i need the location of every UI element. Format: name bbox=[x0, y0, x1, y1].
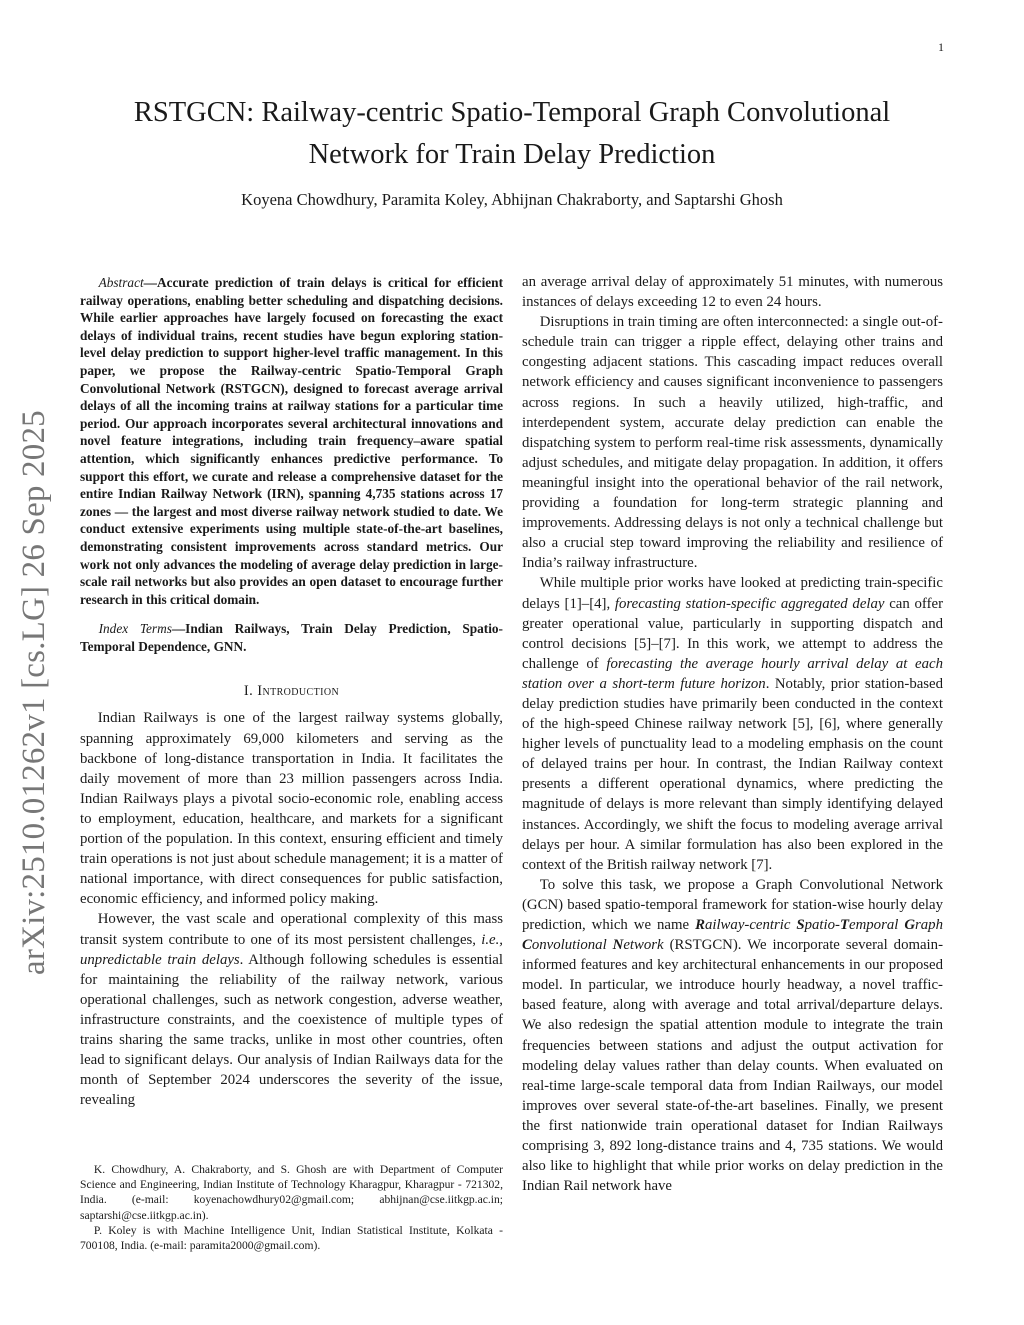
acronym-letter: R bbox=[695, 917, 705, 933]
acronym-letter: S bbox=[796, 917, 805, 933]
section-number: I. bbox=[243, 683, 254, 700]
intro-paragraph-4 bbox=[522, 573, 943, 874]
text-run: To solve this task, we propose a Graph Convolutional Network (GCN) based spatio-temporal framework for station-wise hourly delay prediction, which we name bbox=[522, 876, 943, 933]
acronym-letter: C bbox=[522, 937, 532, 954]
text-run: raph bbox=[915, 917, 943, 933]
text-run: . Although following schedules is essential for maintaining the reliability of the railway network, various operational challenges, such as network congestion, adverse weather, infrastructure constraints, and the coexistence of multiple types of trains sharing the same tracks, unlike in most other countries, often lead to significant delays. Our analysis of Indian Railways data for the month of September 2024 underscores the severity of the issue, revealing bbox=[80, 951, 503, 1109]
abstract-text: —Accurate prediction of train delays is critical for efficient railway operations, enabling better scheduling and dispatching decisions. While earlier approaches have largely focused on forecasting the exact delays of individual trains, recent studies have begun exploring station-level delay prediction to support higher-level traffic management. In this paper, we propose the Railway-centric Spatio-Temporal Graph Convolutional Network (RSTGCN), designed to forecast average arrival delays of all the incoming trains at railway stations for a particular time period. Our approach incorporates several architectural innovations and novel feature integrations, including train frequency–aware spatial attention, which significantly enhances predictive performance. To support this effort, we curate and release a comprehensive dataset for the entire Indian Railway Network (IRN), spanning 4,735 stations across 17 zones — the largest and most diverse railway network studied to date. We conduct extensive experiments using multiple state-of-the-art baselines, demonstrating consistent improvements across standard metrics. Our work not only advances the modeling of average delay prediction in large-scale rail networks but also provides an open dataset to encourage further research in this critical domain. bbox=[80, 275, 503, 607]
paper-title bbox=[80, 92, 944, 176]
section-title: Introduction bbox=[257, 683, 340, 700]
text-run: can offer greater operational value, particularly in supporting dispatch and control decisions [5]–[7]. In this work, we attempt to address the challenge of bbox=[522, 595, 943, 672]
abstract-label: Abstract bbox=[98, 275, 144, 290]
title-line-1: RSTGCN: Railway-centric Spatio-Temporal Graph Convolutional bbox=[133, 97, 891, 128]
intro-paragraph-2-continued: an average arrival delay of approximately 51 minutes, with numerous instances of delays exceeding 12 to even 24 hours. bbox=[522, 274, 943, 311]
text-run: (RSTGCN). We incorporate several domain-informed features and key architectural enhancements in our proposed model. In particular, we introduce hourly headway, a novel traffic-based feature, along with average and total arrival/departure delays. We also redesign the spatial attention module to integrate the train frequencies between stations and adjust the output activation for modeling delay values rather than delay counts. When evaluated on real-time large-scale temporal data from Indian Railways, our model improves over several state-of-the-art baselines. Finally, we present the first nationwide train operational dataset for Indian Railways comprising 3, 892 long-distance trains and 4, 735 stations. We would also like to highlight that while prior works on delay prediction in the Indian Rail network have bbox=[522, 937, 943, 1195]
acronym-letter: N bbox=[612, 937, 624, 954]
intro-paragraph-3: Disruptions in train timing are often interconnected: a single out-of-schedule train can trigger a ripple effect, delaying other trains and congesting adjacent stations. This cascading impact reduces overall network efficiency and causes significant inconvenience to passengers across regions. In such a heavily utilized, high-traffic, and interdependent system, accurate delay prediction can enable the dispatching system to perform real-time risk assessments, dynamically adjust schedules, and mitigate delay propagation. In addition, it offers meaningful insight into the operational behavior of the rail network, providing a foundation for long-term strategic planning and improvements. Addressing delays is not only a technical challenge but also a crucial step toward improving the reliability and resilience of India’s railway infrastructure. bbox=[522, 314, 943, 572]
text-run: etwork bbox=[623, 937, 664, 954]
text-run: patio- bbox=[804, 917, 840, 933]
arxiv-identifier: arXiv:2510.01262v1 [cs.LG] 26 Sep 2025 bbox=[16, 410, 52, 975]
intro-paragraph-1: Indian Railways is one of the largest railway systems globally, spanning approximately 69,000 kilometers and serving as the backbone of long-distance transportation in India. It facilitates the daily movement of more than 23 million passengers across India. Indian Railways plays a pivotal socio-economic role, enabling access to employment, education, healthcare, and markets for a significant portion of the population. In this context, ensuring efficient and timely train operations is not just about schedule management; it is a matter of national importance, with direct consequences for public satisfaction, economic efficiency, and informed policy making. bbox=[80, 710, 503, 908]
emphasis-run: forecasting the average hourly arrival delay at each station over a short-term future horizon bbox=[522, 655, 943, 692]
title-line-2: Network for Train Delay Prediction bbox=[308, 139, 716, 170]
footnote-2: P. Koley is with Machine Intelligence Unit, Indian Statistical Institute, Kolkata - 700108, India. (e-mail: paramita2000@gmail.com). bbox=[80, 1223, 503, 1253]
text-run: emporal bbox=[849, 917, 905, 933]
text-run: onvolutional bbox=[531, 937, 613, 954]
section-heading-introduction bbox=[80, 683, 503, 700]
intro-paragraph-5 bbox=[522, 875, 943, 1197]
text-run: However, the vast scale and operational complexity of this mass transit system contribute to one of its most persistent challenges, bbox=[80, 911, 503, 948]
index-terms-label: Index Terms bbox=[98, 621, 172, 637]
abstract bbox=[80, 274, 503, 608]
right-column bbox=[522, 272, 943, 1196]
left-column bbox=[80, 274, 503, 1110]
acronym-letter: G bbox=[904, 917, 916, 933]
intro-paragraph-2 bbox=[80, 909, 503, 1110]
text-run: . Notably, prior station-based delay prediction studies have primarily been conducted in the context of the high-speed Chinese railway network [5], [6], where generally higher levels of punctuality lead to a modeling emphasis on the count of delayed trains per hour. In contrast, the Indian Railway context presents a different operational dynamics, where predicting the magnitude of delays is more relevant than simply identifying delayed instances. Accordingly, we shift the focus to modeling average arrival delays per hour. A similar formulation has also been explored in the context of the British railway network [7]. bbox=[522, 675, 944, 873]
author-list: Koyena Chowdhury, Paramita Koley, Abhijnan Chakraborty, and Saptarshi Ghosh bbox=[241, 190, 783, 209]
index-terms-text: —Indian Railways, Train Delay Prediction, Spatio-Temporal Dependence, GNN. bbox=[80, 621, 503, 654]
text-run: ailway-centric bbox=[704, 917, 797, 933]
page-number: 1 bbox=[938, 40, 944, 54]
footnote-1: K. Chowdhury, A. Chakraborty, and S. Ghosh are with Department of Computer Science and Engineering, Indian Institute of Technology Kharagpur, Kharagpur - 721302, India. (e-mail: koyenachowdhury02@gmail.com; abhijnan@cse.iitkgp.ac.in; saptarshi@cse.iitkgp.ac.in). bbox=[80, 1163, 503, 1222]
text-run: While multiple prior works have looked at predicting train-specific delays [1]–[4], bbox=[522, 575, 943, 612]
acronym-letter: T bbox=[839, 917, 850, 933]
emphasis-run: forecasting station-specific aggregated delay bbox=[614, 595, 885, 612]
index-terms bbox=[80, 620, 503, 655]
footnotes bbox=[80, 1162, 503, 1253]
emphasis-run: i.e., unpredictable train delays bbox=[80, 931, 503, 968]
